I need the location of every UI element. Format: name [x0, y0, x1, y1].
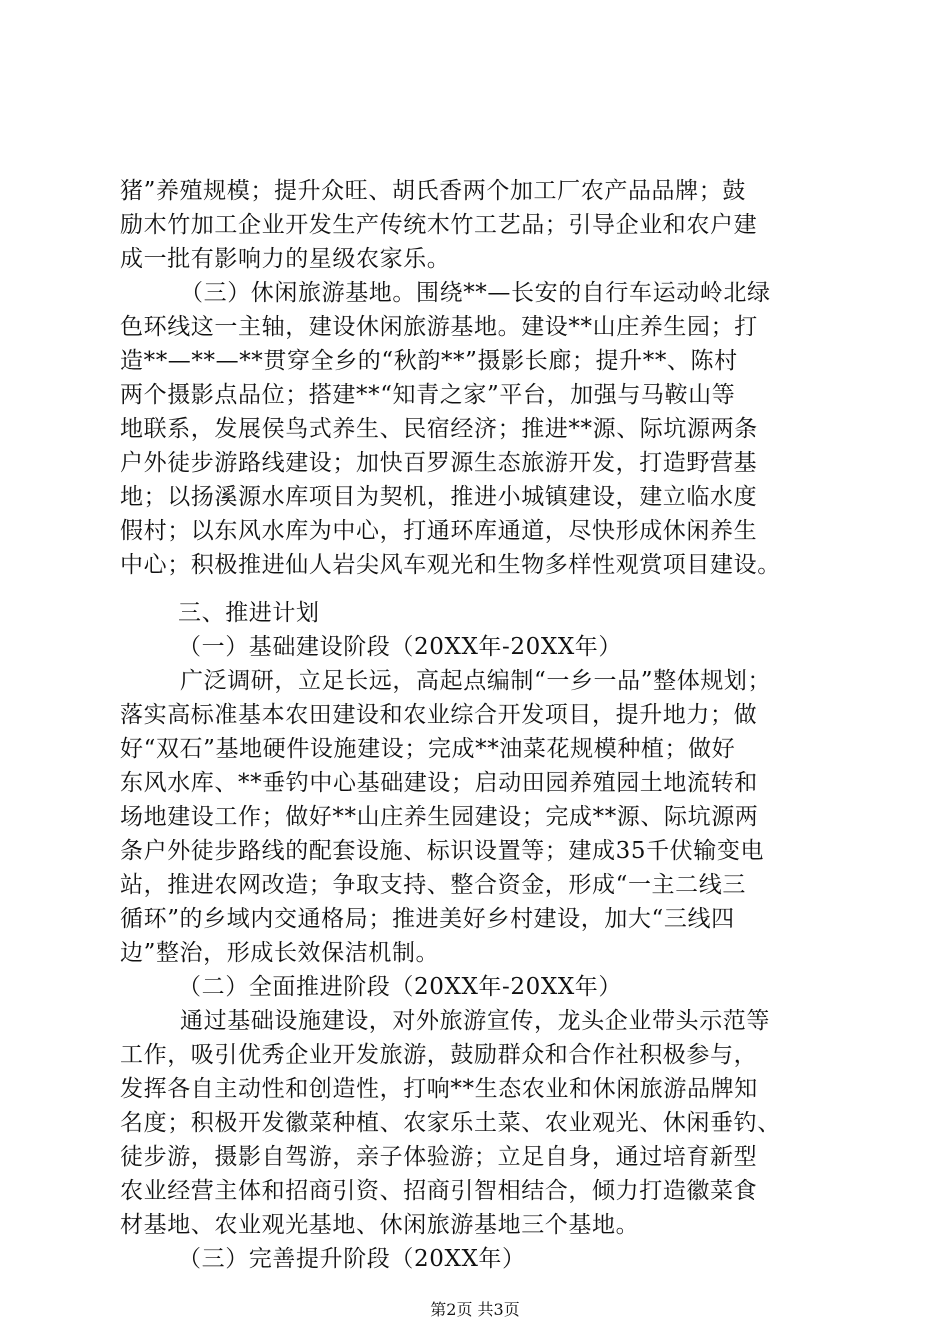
- text-line: 名度；积极开发徽菜种植、农家乐土菜、农业观光、休闲垂钓、: [120, 1110, 781, 1136]
- text-line: 农业经营主体和招商引资、招商引智相结合，倾力打造徽菜食: [120, 1178, 758, 1204]
- subsection-heading-stage-1: （一）基础建设阶段（20XX年-20XX年）: [178, 634, 623, 660]
- text-line: 边”整治，形成长效保洁机制。: [120, 940, 440, 966]
- section-heading-leisure-tourism: （三）休闲旅游基地。围绕**—长安的自行车运动岭北绿: [180, 280, 771, 306]
- text-line: 中心；积极推进仙人岩尖风车观光和生物多样性观赏项目建设。: [120, 552, 781, 578]
- text-line: 假村；以东风水库为中心，打通环库通道，尽快形成休闲养生: [120, 518, 758, 544]
- text-line: 猪”养殖规模；提升众旺、胡氏香两个加工厂农产品品牌；鼓: [120, 178, 746, 204]
- text-line: 发挥各自主动性和创造性，打响**生态农业和休闲旅游品牌知: [120, 1076, 758, 1102]
- text-line: 地联系，发展侯鸟式养生、民宿经济；推进**源、际坑源两条: [120, 416, 758, 442]
- text-line: 成一批有影响力的星级农家乐。: [120, 246, 451, 272]
- text-line: 通过基础设施建设，对外旅游宣传，龙头企业带头示范等: [180, 1008, 770, 1034]
- text-line: 两个摄影点品位；搭建**“知青之家”平台，加强与马鞍山等: [120, 382, 736, 408]
- text-line: 条户外徒步路线的配套设施、标识设置等；建成35千伏输变电: [120, 838, 765, 864]
- text-line: 站，推进农网改造；争取支持、整合资金，形成“一主二线三: [120, 872, 746, 898]
- text-line: 造**—**—**贯穿全乡的“秋韵**”摄影长廊；提升**、陈村: [120, 348, 738, 374]
- text-line: 励木竹加工企业开发生产传统木竹工艺品；引导企业和农户建: [120, 212, 758, 238]
- subsection-heading-stage-3: （三）完善提升阶段（20XX年）: [178, 1246, 526, 1272]
- page-number-footer: 第2页 共3页: [430, 1300, 520, 1319]
- section-heading-plan: 三、推进计划: [178, 600, 320, 626]
- text-line: 东风水库、**垂钓中心基础建设；启动田园养殖园土地流转和: [120, 770, 758, 796]
- text-line: 场地建设工作；做好**山庄养生园建设；完成**源、际坑源两: [120, 804, 759, 830]
- text-line: 好“双石”基地硬件设施建设；完成**油菜花规模种植；做好: [120, 736, 736, 762]
- text-line: 工作，吸引优秀企业开发旅游，鼓励群众和合作社积极参与，: [120, 1042, 758, 1068]
- text-line: 户外徒步游路线建设；加快百罗源生态旅游开发，打造野营基: [120, 450, 758, 476]
- subsection-heading-stage-2: （二）全面推进阶段（20XX年-20XX年）: [178, 974, 623, 1000]
- text-line: 广泛调研，立足长远，高起点编制“一乡一品”整体规划；: [180, 668, 772, 694]
- text-line: 落实高标准基本农田建设和农业综合开发项目，提升地力；做: [120, 702, 758, 728]
- text-line: 色环线这一主轴，建设休闲旅游基地。建设**山庄养生园；打: [120, 314, 758, 340]
- text-line: 徒步游，摄影自驾游，亲子体验游；立足自身，通过培育新型: [120, 1144, 758, 1170]
- text-line: 循环”的乡域内交通格局；推进美好乡村建设，加大“三线四: [120, 906, 735, 932]
- text-line: 地；以扬溪源水库项目为契机，推进小城镇建设，建立临水度: [120, 484, 758, 510]
- text-line: 材基地、农业观光基地、休闲旅游基地三个基地。: [120, 1212, 640, 1238]
